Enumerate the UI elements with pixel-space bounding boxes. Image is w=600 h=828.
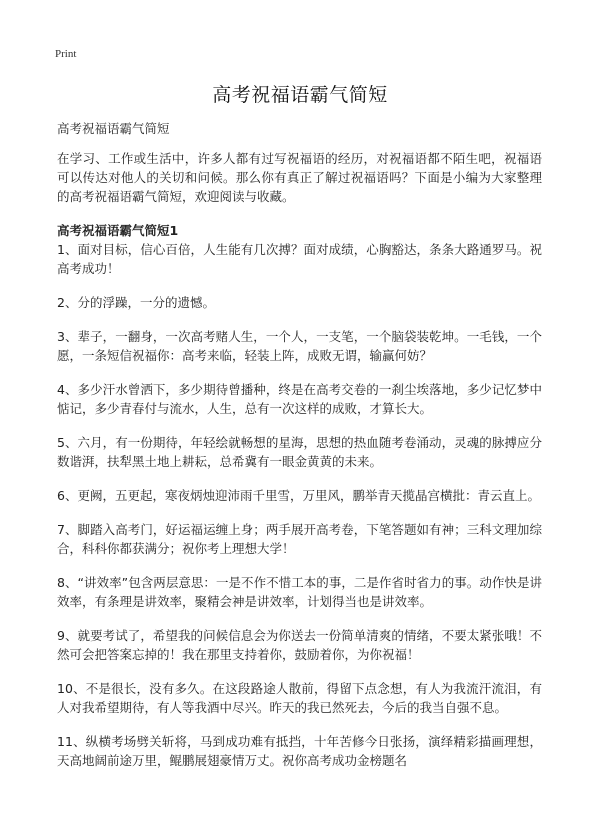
list-item: 1、面对目标，信心百倍，人生能有几次搏？面对成绩，心胸豁达，条条大路通罗马。祝高考成功！ <box>57 242 542 276</box>
intro-paragraph: 在学习、工作或生活中，许多人都有过写祝福语的经历，对祝福语都不陌生吧，祝福语可以传达对他人的关切和问候。那么你有真正了解过祝福语吗？下面是小编为大家整理的高考祝福语霸气简短，欢迎阅读与收藏。 <box>57 151 542 204</box>
list-item: 11、纵横考场劈关斩将，马到成功难有抵挡，十年苦修今日张扬，演绎精彩描画理想，天高地阔前途万里，鲲鹏展翅豪情万丈。祝你高考成功金榜题名 <box>57 734 542 768</box>
list-item: 2、分的浮躁，一分的遗憾。 <box>57 295 215 310</box>
list-item: 6、更阙，五更起，寒夜炳烛迎沛雨千里雪，万里风，鹏举青天揽晶宫横批：青云直上。 <box>57 488 540 503</box>
section-heading: 高考祝福语霸气简短1 <box>57 223 179 238</box>
list-item: 7、脚踏入高考门，好运福运缠上身；两手展开高考卷，下笔答题如有神；三科文理加综合，科科你都获满分；祝你考上理想大学！ <box>57 522 542 556</box>
article-body <box>57 149 542 785</box>
page-title: 高考祝福语霸气简短 <box>212 84 388 106</box>
print-label: Print <box>55 48 77 60</box>
list-item: 8、“讲效率”包含两层意思：一是不作不惜工本的事，二是作省时省力的事。动作快是讲效率，有条理是讲效率，聚精会神是讲效率，计划得当也是讲效率。 <box>57 575 542 609</box>
list-item: 3、辈子，一翻身，一次高考赌人生，一个人，一支笔，一个脑袋装乾坤。一毛钱，一个愿，一条短信祝福你：高考来临，轻装上阵，成败无谓，输赢何妨？ <box>57 329 542 363</box>
list-item: 4、多少汗水曾洒下，多少期待曾播种，终是在高考交卷的一刹尘埃落地，多少记忆梦中惦记，多少青春付与流水，人生，总有一次这样的成败，才算长大。 <box>57 382 542 416</box>
list-item: 5、六月，有一份期待，年轻绘就畅想的星海，思想的热血随考卷涌动，灵魂的脉搏应分数谐湃，扶犁黑土地上耕耘，总希冀有一眼金黄黄的未来。 <box>57 435 542 469</box>
list-item: 10、不是很长，没有多久。在这段路途人散前，得留下点念想，有人为我流汗流泪，有人对我希望期待，有人等我酒中尽兴。昨天的我已然死去，今后的我当自强不息。 <box>57 681 542 715</box>
article-subtitle: 高考祝福语霸气简短 <box>57 121 170 136</box>
list-item: 9、就要考试了，希望我的问候信息会为你送去一份简单清爽的情绪，不要太紧张哦！不然可会把答案忘掉的！我在那里支持着你，鼓励着你，为你祝福！ <box>57 628 542 662</box>
